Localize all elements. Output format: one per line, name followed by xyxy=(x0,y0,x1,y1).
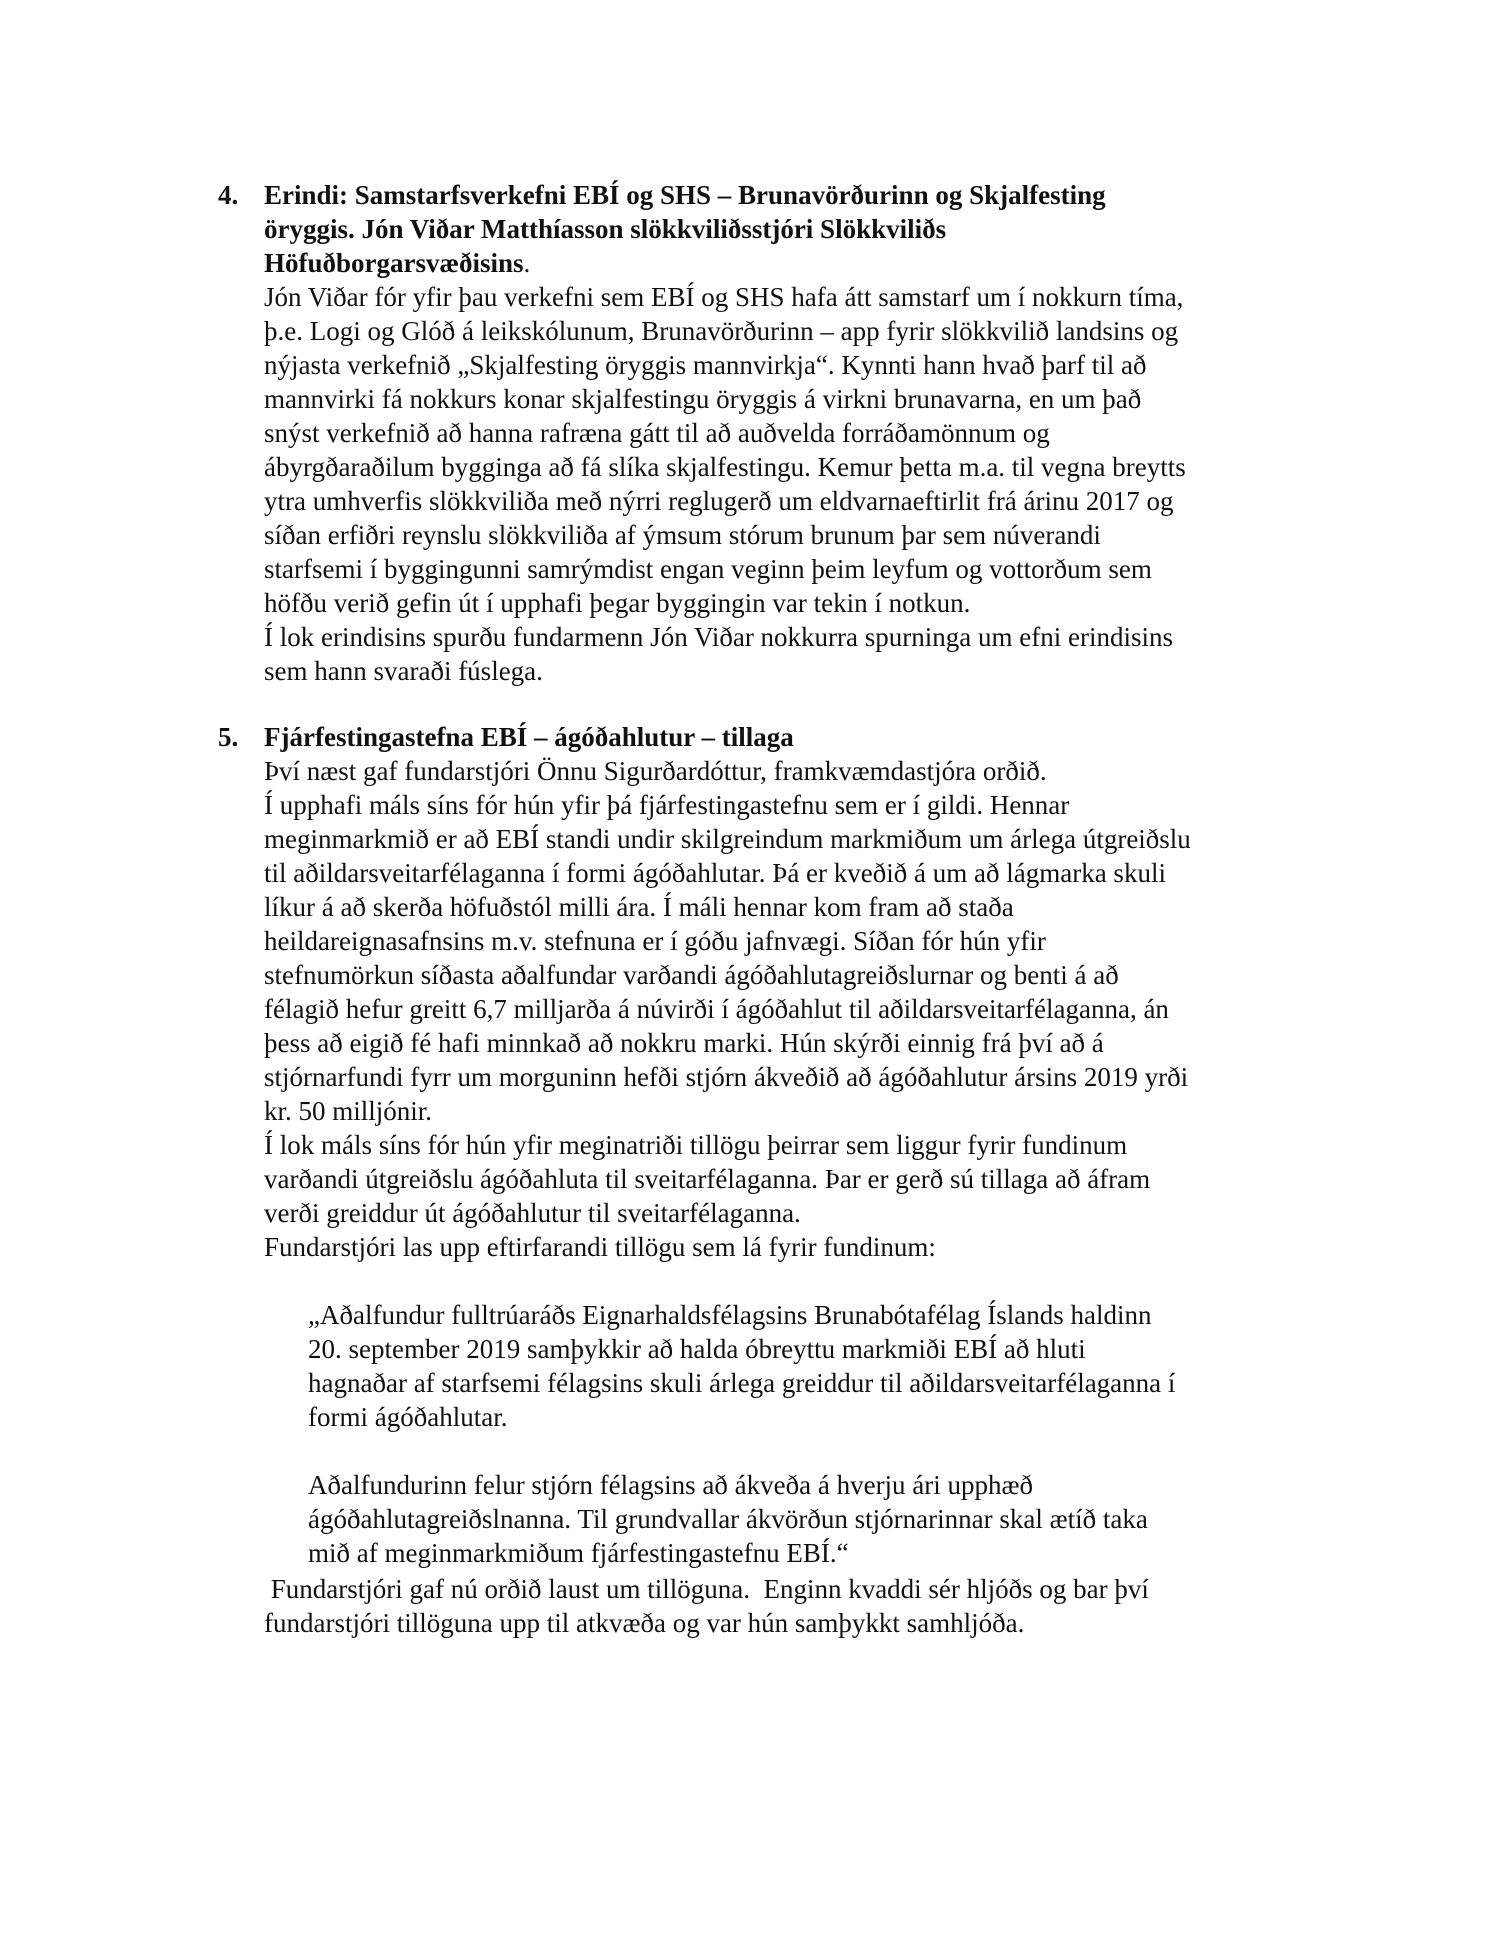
section-4-body-line: Jón Viðar fór yfir þau verkefni sem EBÍ og SHS hafa átt samstarf um í nokkurn tíma, xyxy=(264,282,1184,312)
section-4-body-line: nýjasta verkefnið „Skjalfesting öryggis mannvirkja“. Kynnti hann hvað þarf til að xyxy=(264,350,1147,380)
proposal-quote-line: „Aðalfundur fulltrúaráðs Eignarhaldsfélagsins Brunabótafélag Íslands haldinn xyxy=(308,1300,1152,1330)
section-5-body-line: Fundarstjóri las upp eftirfarandi tillögu sem lá fyrir fundinum: xyxy=(264,1232,936,1262)
section-4-heading-line-3 xyxy=(264,246,530,280)
section-5-body-line: meginmarkmið er að EBÍ standi undir skilgreindum markmiðum um árlega útgreiðslu xyxy=(264,824,1191,854)
section-5-heading: Fjárfestingastefna EBÍ – ágóðahlutur – tillaga xyxy=(264,722,794,752)
proposal-quote-line: Aðalfundurinn felur stjórn félagsins að ákveða á hverju ári upphæð xyxy=(308,1470,1034,1500)
section-4-body-line: ytra umhverfis slökkviliða með nýrri reglugerð um eldvarnaeftirlit frá árinu 2017 og xyxy=(264,486,1174,516)
proposal-quote-line: 20. september 2019 samþykkir að halda óbreyttu markmiði EBÍ að hluti xyxy=(308,1334,1086,1364)
section-4-body-line: Í lok erindisins spurðu fundarmenn Jón Viðar nokkurra spurninga um efni erindisins xyxy=(264,622,1173,652)
section-5-body-line: þess að eigið fé hafi minnkað að nokkru marki. Hún skýrði einnig frá því að á xyxy=(264,1028,1104,1058)
section-5-body-line: heildareignasafnsins m.v. stefnuna er í góðu jafnvægi. Síðan fór hún yfir xyxy=(264,926,1046,956)
section-4-body-line: ábyrgðaraðilum bygginga að fá slíka skjalfestingu. Kemur þetta m.a. til vegna breytts xyxy=(264,452,1186,482)
section-5-number: 5. xyxy=(218,722,239,752)
section-4-heading-period: . xyxy=(523,248,531,278)
section-5-body-line: kr. 50 milljónir. xyxy=(264,1096,433,1126)
section-4-body-line: höfðu verið gefin út í upphafi þegar byggingin var tekin í notkun. xyxy=(264,588,971,618)
section-4-heading-text: Höfuðborgarsvæðisins xyxy=(264,248,524,278)
section-4-heading-line-1: Erindi: Samstarfsverkefni EBÍ og SHS – Brunavörðurinn og Skjalfesting xyxy=(264,180,1106,210)
section-5-body-line: stefnumörkun síðasta aðalfundar varðandi ágóðahlutagreiðslurnar og benti á að xyxy=(264,960,1119,990)
section-5-body-line: til aðildarsveitarfélaganna í formi ágóðahlutar. Þá er kveðið á um að lágmarka skuli xyxy=(264,858,1166,888)
section-4-body-line: mannvirki fá nokkurs konar skjalfestingu öryggis á virkni brunavarna, en um það xyxy=(264,384,1142,414)
section-4-body-line: snýst verkefnið að hanna rafræna gátt til að auðvelda forráðamönnum og xyxy=(264,418,1050,448)
section-4-heading-line-2: öryggis. Jón Viðar Matthíasson slökkviliðsstjóri Slökkviliðs xyxy=(264,214,947,244)
section-5-body-line: Í lok máls síns fór hún yfir meginatriði tillögu þeirrar sem liggur fyrir fundinum xyxy=(264,1130,1128,1160)
proposal-quote-line: formi ágóðahlutar. xyxy=(308,1402,508,1432)
closing-line: fundarstjóri tillöguna upp til atkvæða og var hún samþykkt samhljóða. xyxy=(264,1608,1025,1638)
section-5-body-line: félagið hefur greitt 6,7 milljarða á núvirði í ágóðahlut til aðildarsveitarfélaganna, án xyxy=(264,994,1169,1024)
proposal-quote-line: mið af meginmarkmiðum fjárfestingastefnu EBÍ.“ xyxy=(308,1538,849,1568)
section-5-body-line: stjórnarfundi fyrr um morguninn hefði stjórn ákveðið að ágóðahlutur ársins 2019 yrði xyxy=(264,1062,1189,1092)
section-5-body-line: verði greiddur út ágóðahlutur til sveitarfélaganna. xyxy=(264,1198,801,1228)
section-4-body-line: þ.e. Logi og Glóð á leikskólunum, Brunavörðurinn – app fyrir slökkvilið landsins og xyxy=(264,316,1179,346)
proposal-quote-line: hagnaðar af starfsemi félagsins skuli árlega greiddur til aðildarsveitarfélaganna í xyxy=(308,1368,1176,1398)
section-5-body-line: líkur á að skerða höfuðstól milli ára. Í máli hennar kom fram að staða xyxy=(264,892,1014,922)
section-4-body-line: síðan erfiðri reynslu slökkviliða af ýmsum stórum brunum þar sem núverandi xyxy=(264,520,1101,550)
section-4-body-line: sem hann svaraði fúslega. xyxy=(264,656,543,686)
section-4-body-line: starfsemi í byggingunni samrýmdist engan veginn þeim leyfum og vottorðum sem xyxy=(264,554,1152,584)
section-5-body-line: varðandi útgreiðslu ágóðahluta til sveitarfélaganna. Þar er gerð sú tillaga að áfram xyxy=(264,1164,1151,1194)
proposal-quote-line: ágóðahlutagreiðslnanna. Til grundvallar ákvörðun stjórnarinnar skal ætíð taka xyxy=(308,1504,1148,1534)
section-5-body-line: Því næst gaf fundarstjóri Önnu Sigurðardóttur, framkvæmdastjóra orðið. xyxy=(264,756,1047,786)
section-5-body-line: Í upphafi máls síns fór hún yfir þá fjárfestingastefnu sem er í gildi. Hennar xyxy=(264,790,1070,820)
section-4-number: 4. xyxy=(218,180,239,210)
closing-line: Fundarstjóri gaf nú orðið laust um tillöguna. Enginn kvaddi sér hljóðs og bar því xyxy=(264,1574,1149,1604)
